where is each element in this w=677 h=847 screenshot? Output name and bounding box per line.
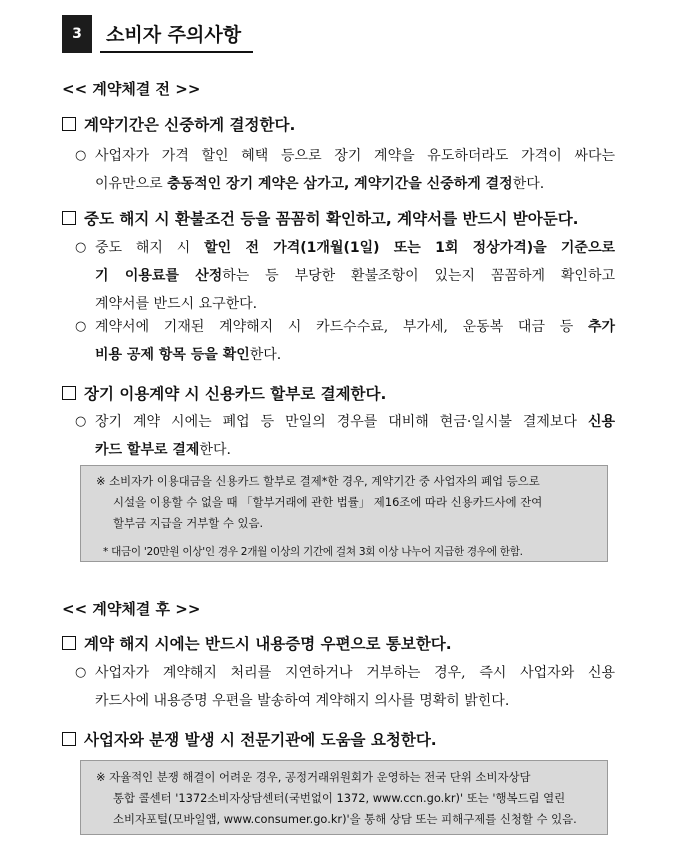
emphasis-text: 할인 전 가격(1개월(1일) 또는 1회 정상가격)을 기준으로 — [204, 240, 615, 256]
checkbox-square-icon — [62, 386, 76, 400]
notice-line: ※ 자율적인 분쟁 해결이 어려운 경우, 공정거래위원회가 운영하는 전국 단위 소비자상담 — [96, 770, 531, 784]
before-contract-label: << 계약체결 전 >> — [62, 80, 201, 98]
notice-line: 통합 콜센터 '1372소비자상담센터(국번없이 1372, www.ccn.go.kr)' 또는 '행복드림 열린 — [113, 791, 566, 805]
section-header — [62, 15, 253, 53]
text-line — [95, 436, 615, 464]
checklist-item-refund-conditions — [62, 207, 579, 229]
text-line — [95, 408, 615, 436]
checklist-item-title: 계약 해지 시에는 반드시 내용증명 우편으로 통보한다. — [84, 635, 452, 653]
text-line — [95, 313, 615, 341]
text-run: 이유만으로 — [95, 176, 168, 192]
notice-line: ※ 소비자가 이용대금을 신용카드 할부로 결제*한 경우, 계약기간 중 사업자의 폐업 등으로 — [96, 474, 540, 488]
text-run: 사업자가 가격 할인 혜택 등으로 장기 계약을 유도하더라도 가격이 싸다는 — [95, 148, 615, 164]
text-run: 하는 등 부당한 환불조항이 있는지 꼼꼼하게 확인하고 — [222, 268, 616, 284]
text-run: 한다. — [249, 347, 282, 363]
notice-box-consumer-center — [80, 760, 608, 835]
circle-bullet-icon: ○ — [75, 319, 87, 334]
checkbox-square-icon — [62, 636, 76, 650]
bullet-paragraph — [75, 313, 615, 369]
bullet-paragraph — [75, 659, 615, 715]
text-run: 사업자가 계약해지 처리를 지연하거나 거부하는 경우, 즉시 사업자와 신용 — [95, 665, 615, 681]
text-line — [95, 687, 615, 715]
text-run: 카드사에 내용증명 우편을 발송하여 계약해지 의사를 명확히 밝힌다. — [95, 693, 510, 709]
checkbox-square-icon — [62, 117, 76, 131]
text-run: 중도 해지 시 — [95, 240, 205, 256]
text-line — [95, 170, 615, 198]
bullet-paragraph — [75, 234, 615, 318]
text-line — [95, 234, 615, 262]
notice-footnote: * 대금이 '20만원 이상'인 경우 2개월 이상의 기간에 걸쳐 3회 이상 나누어 지급한 경우에 한함. — [103, 546, 523, 558]
after-contract-label: << 계약체결 후 >> — [62, 600, 201, 618]
checklist-item-title: 장기 이용계약 시 신용카드 할부로 결제한다. — [84, 385, 387, 403]
bullet-paragraph — [75, 142, 615, 198]
text-line — [95, 262, 615, 290]
text-run: 계약서를 반드시 요구한다. — [95, 296, 258, 312]
checklist-item-contract-period — [62, 113, 295, 135]
text-line — [95, 341, 615, 369]
checklist-item-certified-mail — [62, 632, 452, 654]
checklist-item-title: 계약기간은 신중하게 결정한다. — [84, 116, 296, 134]
checklist-item-title: 중도 해지 시 환불조건 등을 꼼꼼히 확인하고, 계약서를 반드시 받아둔다. — [84, 210, 579, 228]
circle-bullet-icon: ○ — [75, 148, 87, 163]
emphasis-text: 추가 — [587, 319, 615, 335]
checkbox-square-icon — [62, 732, 76, 746]
emphasis-text: 충동적인 장기 계약은 삼가고, 계약기간을 신중하게 결정 — [167, 176, 513, 192]
text-line — [95, 142, 615, 170]
notice-line: 소비자포털(모바일앱, www.consumer.go.kr)'을 통해 상담 또는 피해구제를 신청할 수 있음. — [113, 812, 577, 826]
text-run: 한다. — [512, 176, 545, 192]
checklist-item-credit-card-installment — [62, 382, 386, 404]
circle-bullet-icon: ○ — [75, 414, 87, 429]
notice-box-installment — [80, 465, 608, 562]
circle-bullet-icon: ○ — [75, 240, 87, 255]
text-line — [95, 659, 615, 687]
emphasis-text: 신용 — [587, 414, 615, 430]
text-run: 계약서에 기재된 계약해지 시 카드수수료, 부가세, 운동복 대금 등 — [95, 319, 588, 335]
notice-line: 시설을 이용할 수 없을 때 「할부거래에 관한 법률」 제16조에 따라 신용카드사에 잔여 — [113, 495, 543, 509]
notice-line: 할부금 지급을 거부할 수 있음. — [113, 516, 264, 530]
emphasis-text: 비용 공제 항목 등을 확인 — [95, 347, 250, 363]
emphasis-text: 카드 할부로 결제 — [95, 442, 200, 458]
section-title: 소비자 주의사항 — [100, 15, 253, 53]
section-number: 3 — [62, 15, 92, 53]
circle-bullet-icon: ○ — [75, 665, 87, 680]
checklist-item-title: 사업자와 분쟁 발생 시 전문기관에 도움을 요청한다. — [84, 731, 437, 749]
checkbox-square-icon — [62, 211, 76, 225]
text-run: 장기 계약 시에는 폐업 등 만일의 경우를 대비해 현금·일시불 결제보다 — [95, 414, 588, 430]
bullet-paragraph — [75, 408, 615, 464]
checklist-item-dispute-help — [62, 728, 437, 750]
emphasis-text: 기 이용료를 산정 — [95, 268, 223, 284]
text-run: 한다. — [199, 442, 231, 458]
